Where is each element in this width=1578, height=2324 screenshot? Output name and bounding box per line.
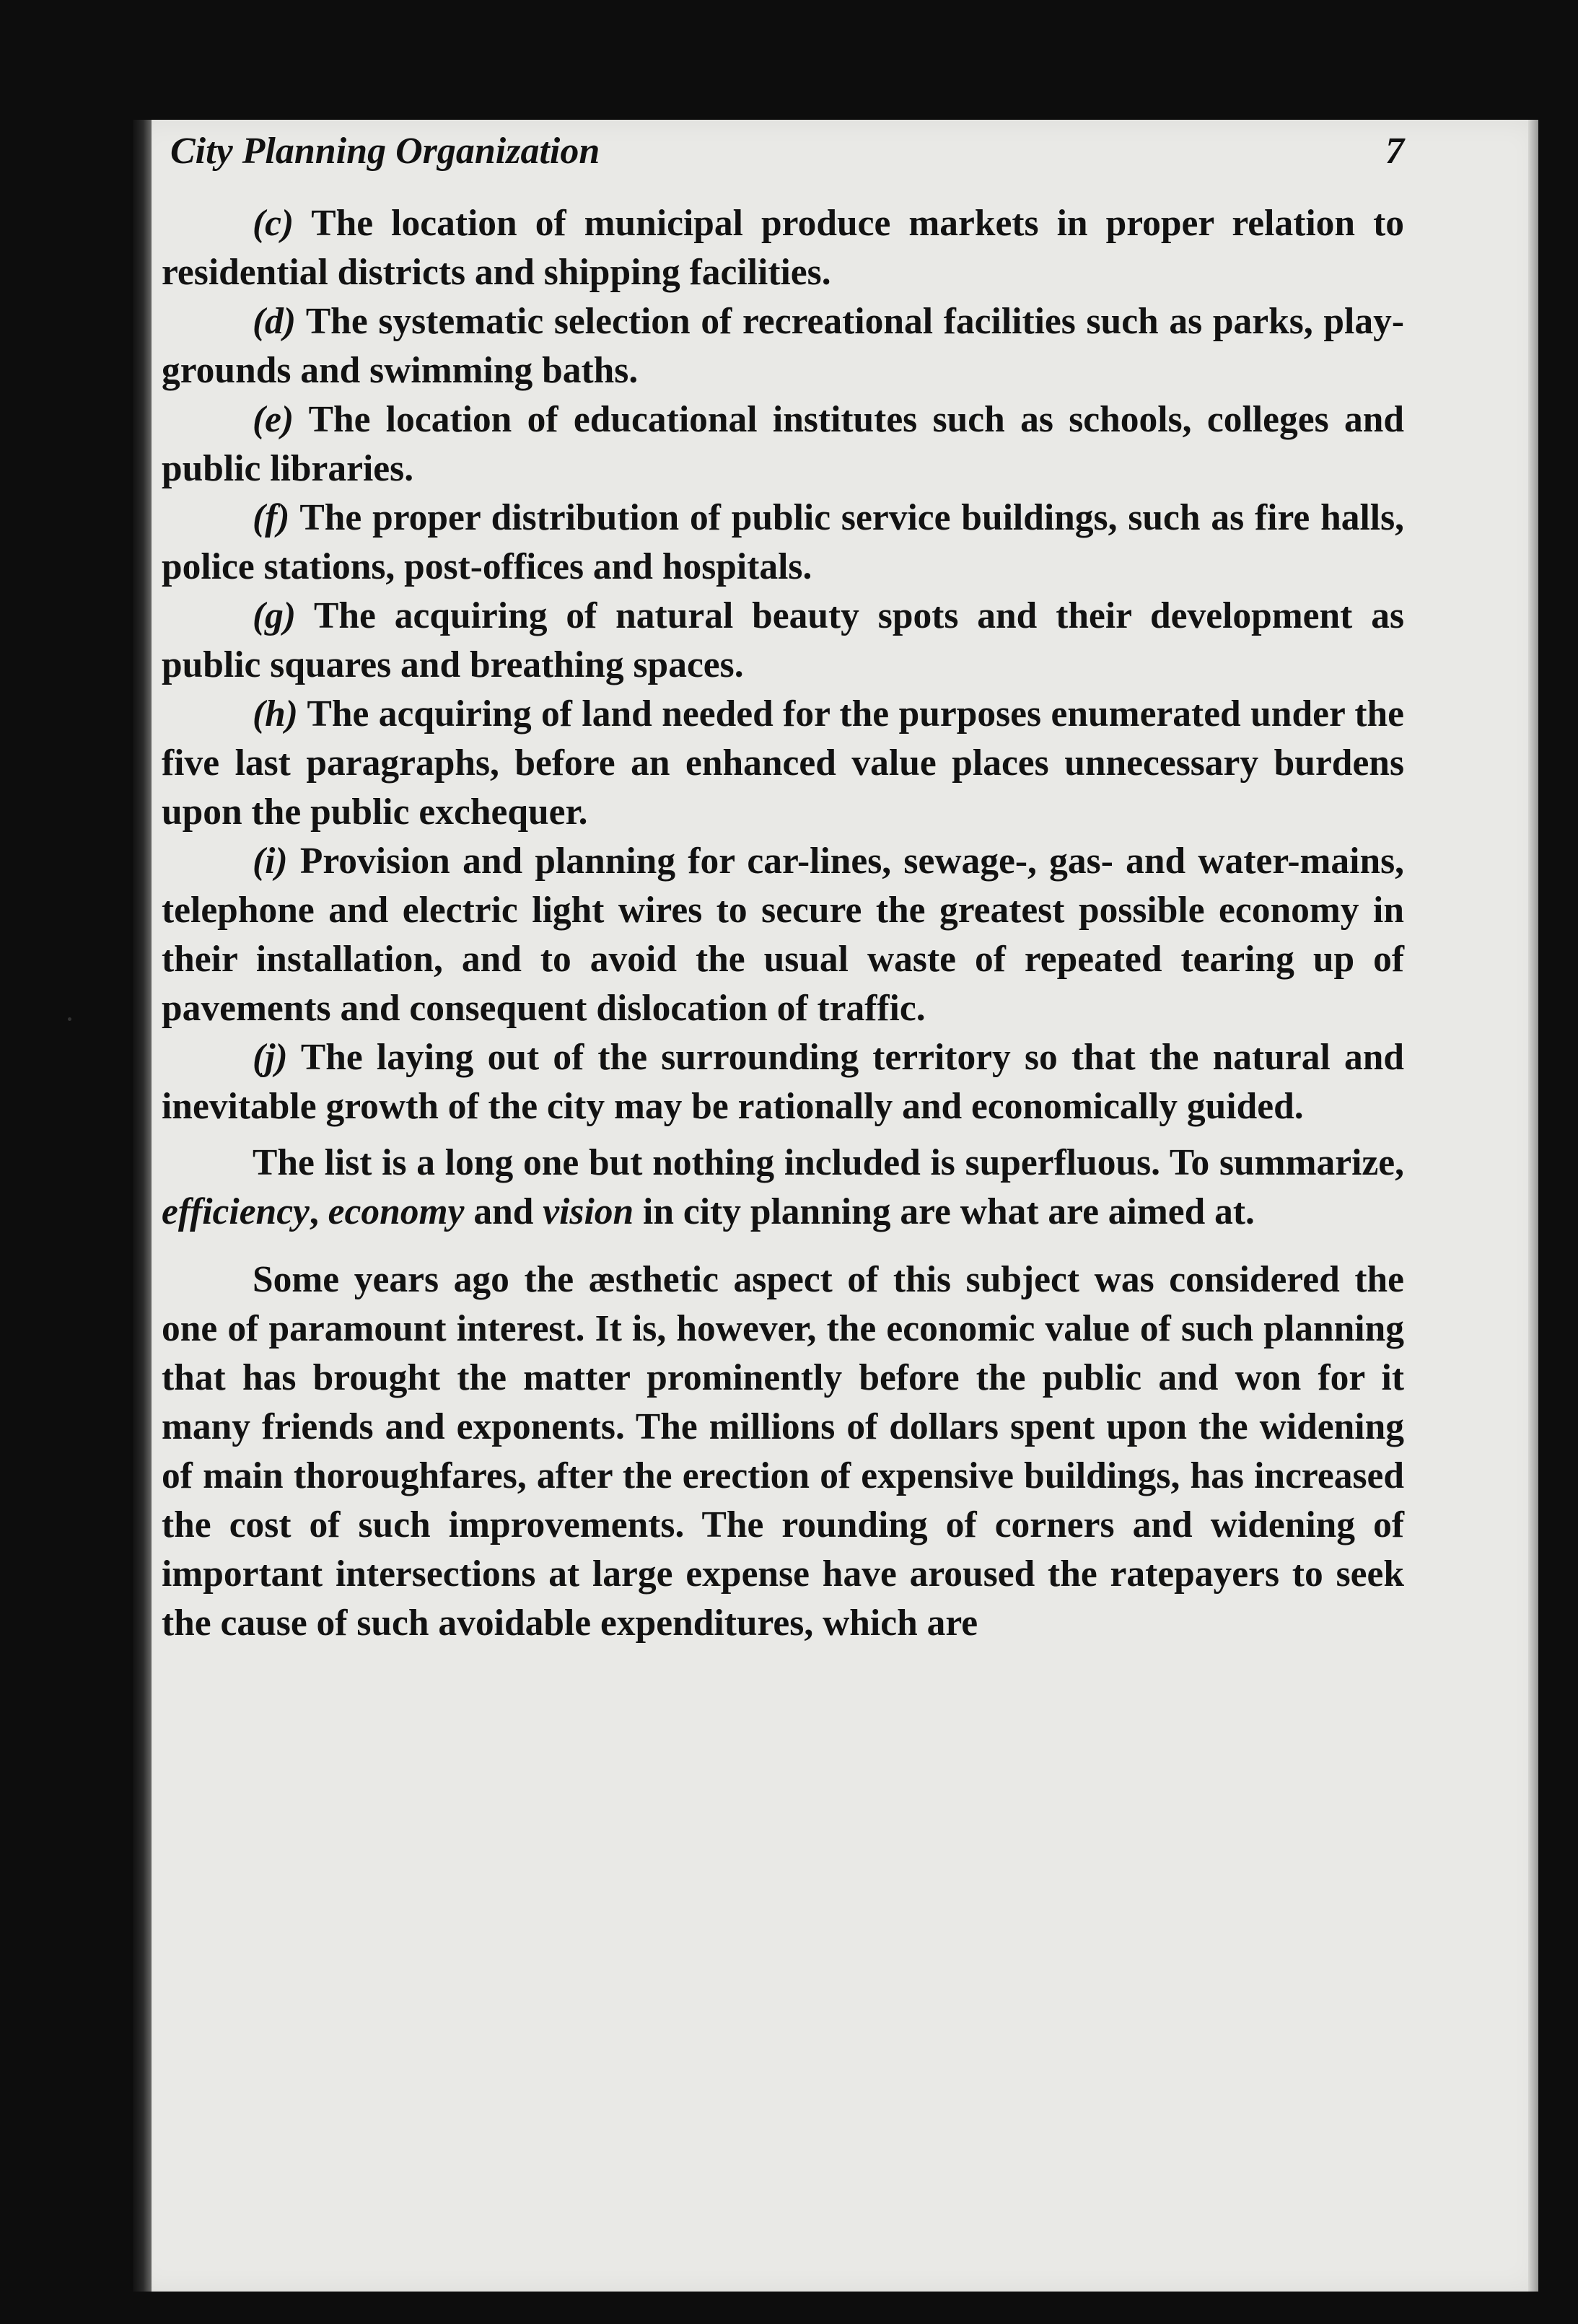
page-edge [1528,120,1538,2292]
item-text: Provision and planning for car-lines, sewage-, gas- and water-mains, telephone and electric light wires to secure the greatest possible economy in their installation, and to avoid the usual waste of repeated tearing up of pavements and consequent dislocation of traffic. [162,841,1404,1029]
paragraph-h [162,690,1404,837]
item-label: (i) [253,841,288,882]
item-text: The acquiring of natural beauty spots and their development as public squares and breathing spaces. [162,595,1404,685]
paragraph-f [162,494,1404,592]
paragraph-e [162,395,1404,494]
paragraph-c [162,199,1404,297]
item-text: The proper distribution of public service buildings, such as fire halls, police stations, post-offices and hospitals. [162,497,1404,587]
book-spine-shadow [133,120,152,2292]
paragraph-d [162,297,1404,395]
summary-text: in city planning are what are aimed at. [634,1191,1255,1232]
summary-text: , [309,1191,328,1232]
body-text [162,199,1404,1648]
paragraph-i [162,837,1404,1033]
item-label: (f) [253,497,290,538]
item-label: (h) [253,693,298,735]
item-text: The location of educational institutes such as schools, colleges and public libraries. [162,399,1404,489]
emphasis-economy: economy [328,1191,465,1232]
item-label: (d) [253,301,297,342]
page-number: 7 [1385,131,1404,172]
running-title: City Planning Organization [170,131,600,172]
paragraph-g [162,592,1404,690]
closing-paragraph: Some years ago the æsthetic aspect of this subject was considered the one of paramount interest. It is, however, the economic value of such planning that has brought the matter prominently before the public and won for it many friends and exponents. The millions of dollars spent upon the widening of main thoroughfares, after the erection of expensive buildings, has increased the cost of such improvements. The rounding of corners and widening of important intersections at large expense have aroused the ratepayers to seek the cause of such avoidable expenditures, which are [162,1259,1404,1644]
summary-paragraph [162,1139,1404,1237]
paragraph-j [162,1033,1404,1131]
page-header [170,130,1404,188]
item-label: (e) [253,399,294,440]
item-text: The systematic selection of recreational facilities such as parks, play-grounds and swimming baths. [162,301,1404,391]
emphasis-vision: vision [543,1191,634,1232]
item-text: The location of municipal produce markets in proper relation to residential districts and shipping facilities. [162,203,1404,293]
summary-text: The list is a long one but nothing included is superfluous. To summarize, [253,1142,1404,1183]
item-label: (j) [253,1037,288,1078]
item-label: (g) [253,595,297,636]
item-label: (c) [253,203,294,244]
item-text: The laying out of the surrounding territory so that the natural and inevitable growth of the city may be rationally and economically guided. [162,1037,1404,1127]
item-text: The acquiring of land needed for the purposes enumerated under the five last paragraphs, before an enhanced value places unnecessary burdens upon the public exchequer. [162,693,1404,833]
emphasis-efficiency: efficiency [162,1191,310,1232]
scan-speck [68,1017,71,1021]
summary-text: and [464,1191,543,1232]
